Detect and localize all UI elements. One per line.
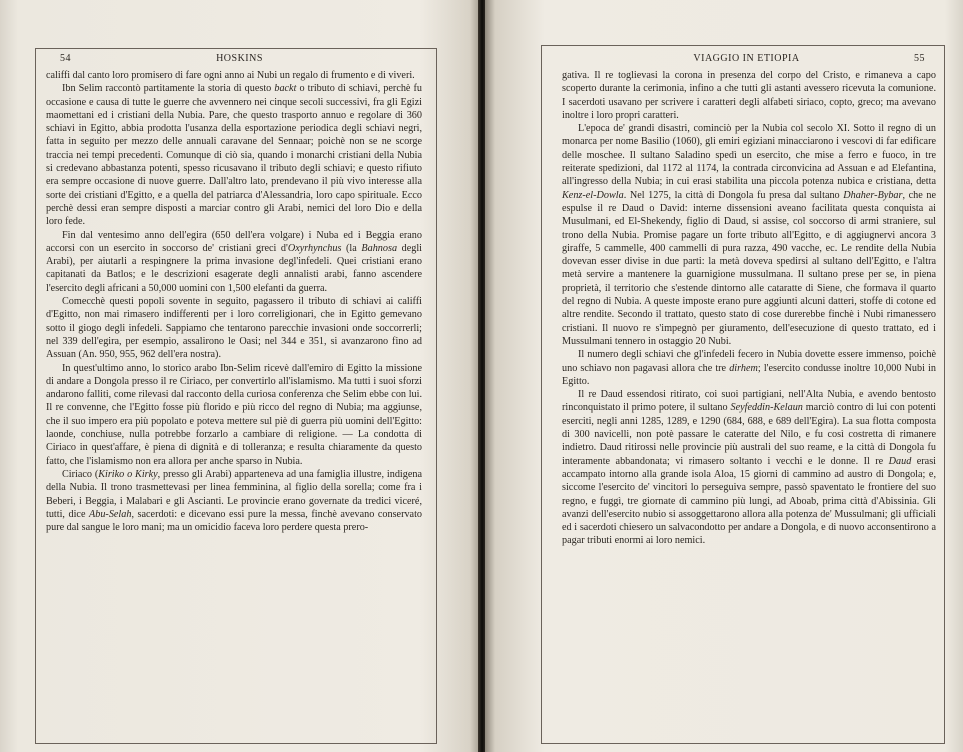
paragraph bbox=[46, 69, 422, 82]
italic-term: Dhaher-Bybar bbox=[843, 189, 903, 201]
italic-term: Kenz-el-Dowla bbox=[562, 189, 624, 201]
running-header bbox=[60, 53, 422, 64]
running-head-title: VIAGGIO IN ETIOPIA bbox=[693, 53, 800, 64]
text-run: Fin dal ventesimo anno dell'egira (650 dell'era volgare) i Nuba ed i Beggia erano accorsi con un esercito in soccorso de' cristiani greci d' bbox=[46, 229, 422, 254]
body-text bbox=[46, 69, 422, 534]
text-run: In quest'ultimo anno, lo storico arabo Ibn-Selim ricevè dall'emiro di Egitto la missione di andare a Dongola presso il re Ciriaco, per convertirlo all'islamismo. Ma tutti i suoi sforzi andarono falliti, come rilevasi dal racconto della curiosa conferenza che Selim ebbe con lui. Il re convenne, che l'Egitto fosse più florido e più ricco del regno di Nubia; ma aggiunse, che il suo impero era più popolato e poteva mettere sul piè di guerra più uomini dell'Egitto: laonde, conchiuse, nulla potrebbe forzarlo a cambiare di religione. — La condotta di Ciriaco in quest'affare, è piena di dignità e di tolleranza; e resulta chiaramente da questo fatto, che l'islamismo non era allora per anche sparso in Nubia. bbox=[46, 362, 422, 467]
italic-term: dirhem bbox=[729, 362, 758, 374]
paragraph bbox=[46, 468, 422, 534]
paragraph bbox=[562, 388, 936, 548]
text-run: califfi dal canto loro promisero di fare ogni anno ai Nubi un regalo di frumento e di viveri. bbox=[46, 70, 415, 81]
page-number: 55 bbox=[913, 53, 925, 64]
text-run: erasi accampato intorno alla grande isola Aloa, 15 giorni di cammino ad austro di Dongola; e, siccome l'esercito de' vincitori lo perseguiva sempre, passò spaventato le frontiere del suo regno, e fuggì, tre giornate di cammino più lungi, ad Aboab, prima città d'Abissinia. Gli avanzi dell'esercito nubio si assoggettarono allora alla potenza de' Mussulmani; gli ufficiali ed i sacerdoti chiesero un salvacondotto per andare a Dongola, e di nuovo acconsentirono a pagar tributi enormi ai loro nemici. bbox=[562, 455, 936, 547]
italic-term: backt bbox=[274, 83, 297, 95]
left-page bbox=[0, 0, 480, 752]
running-head-title: HOSKINS bbox=[216, 53, 263, 64]
text-run: , presso gli Arabi) apparteneva ad una famiglia illustre, indigena della Nubia. Il trono trasmettevasi per linea femminina, al figlio della sorella; come fra i Beberi, i Beggia, i Malabari e gli Ascianti. Le provincie erano governate da tredici viceré, tutti, dice bbox=[46, 468, 422, 520]
text-run: Il numero degli schiavi che gl'infedeli fecero in Nubia dovette essere immenso, poichè uno schiavo non pagavasi allora che tre bbox=[562, 349, 936, 374]
italic-term: Bahnosa bbox=[361, 242, 398, 254]
running-header bbox=[565, 53, 925, 64]
paragraph bbox=[562, 69, 936, 122]
text-run: gativa. Il re toglievasi la corona in presenza del corpo del Cristo, e rimaneva a capo scoperto durante la cerimonia, infino a che tutti gli astanti avessero ricevuta la comunione. I sacerdoti usavano per scrivere i caratteri degli alfabeti siriaco, copto, greco; ma avevano inoltre i loro propri caratteri. bbox=[562, 70, 936, 121]
text-run: Ibn Selim raccontò partitamente la storia di questo bbox=[62, 83, 275, 95]
text-run: marciò contro di lui con potenti eserciti, negli anni 1285, 1289, e 1290 (684, 688, e 689 dell'Egira). La sua flotta composta di 300 navicelli, non potè passare le cateratte del Nilo, e fu così costretta di rimanere indietro. Daud ritirossi nelle provincie più australi del suo reame, e la città di Dongola fu interamente abbandonata; vi rimasero soltanto i vecchi e le donne. Il re bbox=[562, 402, 937, 467]
text-run: L'epoca de' grandi disastri, cominciò per la Nubia col secolo XI. Sotto il regno di un monarca per nome Basilio (1060), gli emiri egiziani minacciarono i vescovi di far edificare delle moschee. Il sultano Saladino spedì un esercito, che mise a ferro e fuoco, in tre reiterate spedizioni, dal 1172 al 1174, la contrada circonvicina ad Assuan e ad Elefantina, all'ingresso della Nubia; in cui erasi stabilita una piccola potenza nubica e cristiana, detta bbox=[562, 123, 936, 188]
paragraph bbox=[46, 229, 422, 295]
paragraph bbox=[46, 295, 422, 361]
text-run: . Nel 1275, la città di Dongola fu presa dal sultano bbox=[623, 189, 844, 201]
text-run: Ciriaco ( bbox=[62, 468, 99, 480]
paragraph bbox=[562, 348, 936, 388]
italic-term: Abu-Selah bbox=[89, 508, 132, 520]
text-run: , sacerdoti: e dicevano essi pure la messa, finchè avevano conservato pure dal sangue le loro mani; ma un omicidio faceva loro perdere questa prero- bbox=[46, 508, 422, 534]
text-run: (la bbox=[341, 242, 362, 254]
italic-term: Seyfeddin-Kelaun bbox=[730, 402, 803, 414]
paragraph bbox=[46, 82, 422, 228]
right-page bbox=[485, 0, 963, 752]
text-run: Il re Daud essendosi ritirato, coi suoi partigiani, nell'Alta Nubia, e avendo bentosto rinconquistato il primo potere, il sultano bbox=[562, 389, 936, 414]
italic-term: Daud bbox=[888, 455, 912, 467]
text-run: o tributo di schiavi, perchè fu occasione e causa di tutte le guerre che avvennero nei cinque secoli successivi, fra gli Egizi maomettani ed i cristiani della Nubia. Pare, che questo trasporto annuo e regolare di 360 schiavi in Egitto, abbia prodotta l'usanza della esportazione periodica degli schiavi negri, fatta in seguito per mezzo delle annuali caravane del Sennaar; poichè non se ne scorge traccia nei tempi precedenti. Comunque di ciò sia, quando i monarchi cristiani della Nubia si credevano abbastanza potenti, spesso ricusavano il tributo degli schiavi; e questo rifiuto era sempre occasione di nuove guerre. Dall'altro lato, prendevano il più vivo interesse alla sorte dei cristiani d'Egitto, e a quella del patriarca d'Alessandria, loro capo spirituale. Ecco perchè dessi eran sempre disposti a marciar contro gli Arabi, nemici del loro Dio e della loro fede. bbox=[46, 83, 422, 228]
page-number: 54 bbox=[60, 53, 71, 64]
text-run: degli Arabi), per aiutarli a respingnere la prima invasione degl'infedeli. Quei cristiani erano capitanati da Batlos; e le descrizioni esagerate degli annalisti arabi, fanno ascendere l'esercito degli africani a 50,000 uomini con 1,500 elefanti da guerra. bbox=[46, 242, 423, 294]
paragraph bbox=[562, 122, 936, 348]
paragraph bbox=[46, 362, 422, 468]
italic-term: Oxyrhynchus bbox=[287, 242, 342, 254]
body-text bbox=[562, 69, 936, 548]
text-run: , che ne espulse il re Daud o David: interne dissensioni aveano facilitata questa conquista ai Musulmani, ed El-Shekendy, figlio di Daud, si assise, col soccorso di armi straniere, sul trono della Nubia. Promise pagare un forte tributo all'Egitto, e di aggiugnervi ancora 3 giraffe, 5 cammelle, 400 cammelli di pura razza, 490 vacche, ec. Le rendite della Nubia dovevan esser divise in due parti: la metà doveva spedirsi al sultano dell'Egitto, e l'altra metà servire a mantenere la guarnigione mussulmana. Il sultano prese per se, in piena proprietà, il territorio che s'estende dintorno alle cataratte di Siene, che formava il quarto del regno di Nubia. A queste imposte erano pure aggiunti alcuni datteri, stoffe di cotone ed altre rendite. Secondo il trattato, questo stato di cose durerebbe finchè i Nubi rimanessero cristiani. Il nuovo re s'impegnò per giuramento, dell'esecuzione di questo trattato, ed i Mussulmani tennero in ostaggio 20 Nubi. bbox=[562, 189, 936, 347]
text-run: Comecchè questi popoli sovente in seguito, pagassero il tributo di schiavi ai califfi d'Egitto, non mai rimasero indifferenti per i loro correligionari, che in Egitto gemevano sotto il giogo degli infedeli. Sappiamo che tentarono parecchie invasioni onde soccorrerli; nel 339 dell'egira, per esempio, assalirono le Oasi; nel 344 e 351, si avanzarono fino ad Assuan (An. 950, 955, 962 dell'era nostra). bbox=[46, 296, 422, 361]
italic-term: Kiriko o Kirky bbox=[98, 468, 158, 480]
text-run: ; l'esercito condusse inoltre 10,000 Nubi in Egitto. bbox=[562, 362, 936, 387]
